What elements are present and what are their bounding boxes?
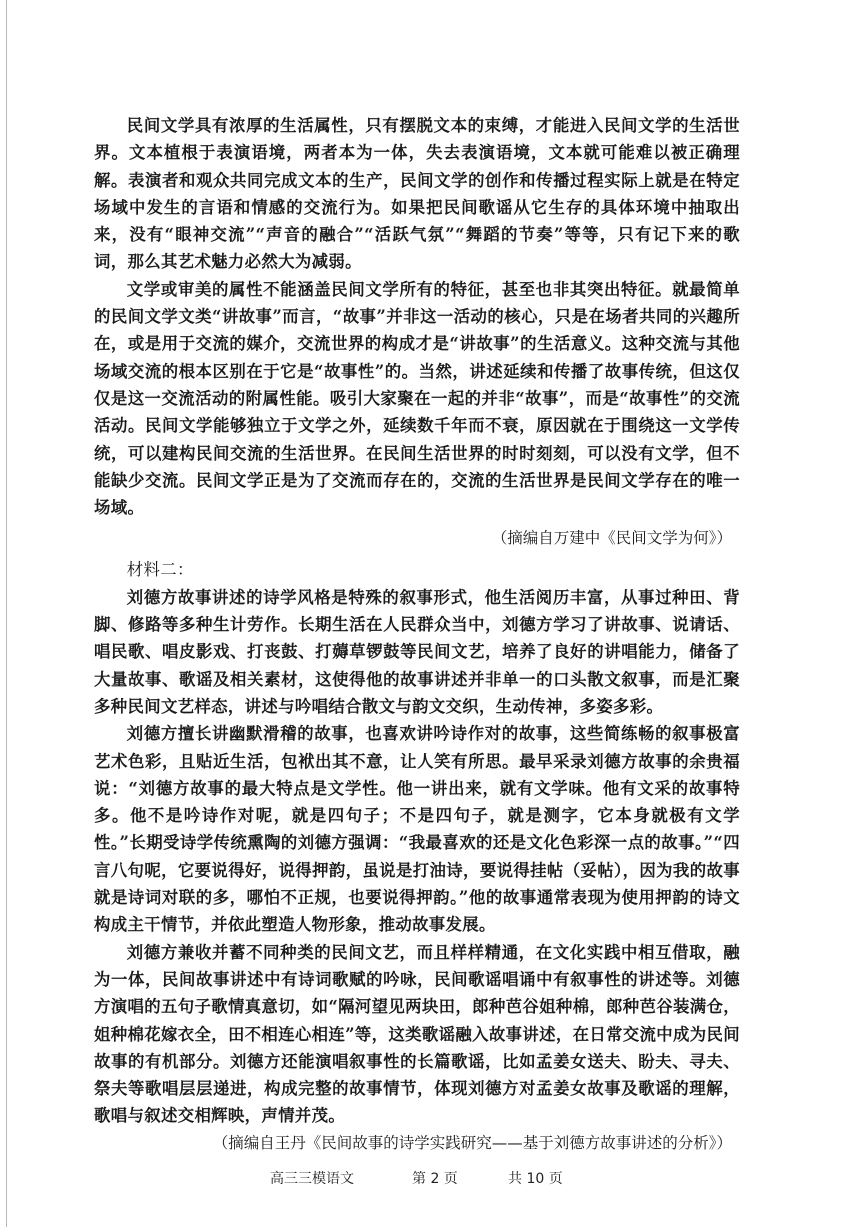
document-body — [94, 112, 740, 1161]
footer-subject: 高三三模语文 — [270, 1171, 354, 1187]
material1-paragraph-2: 文学或审美的属性不能涵盖民间文学所有的特征，甚至也非其突出特征。就最简单的民间文学文类“讲故事”而言，“故事”并非这一活动的核心，只是在场者共同的兴趣所在，或是用于交流的媒介，交流世界的构成才是“讲故事”的生活意义。这种交流与其他场域交流的根本区别在于它是“故事性”的。当然，讲述延续和传播了故事传统，但这仅仅是这一交流活动的附属性能。吸引大家聚在一起的并非“故事”，而是“故事性”的交流活动。民间文学能够独立于文学之外，延续数千年而不衰，原因就在于围绕这一文学传统，可以建构民间交流的生活世界。在民间生活世界的时时刻刻，可以没有文学，但不能缺少交流。民间文学正是为了交流而存在的，交流的生活世界是民间文学存在的唯一场域。 — [94, 279, 740, 518]
material1-paragraph-1: 民间文学具有浓厚的生活属性，只有摆脱文本的束缚，才能进入民间文学的生活世界。文本植根于表演语境，两者本为一体，失去表演语境，文本就可能难以被正确理解。表演者和观众共同完成文本的生产，民间文学的创作和传播过程实际上就是在特定场域中发生的言语和情感的交流行为。如果把民间歌谣从它生存的具体环境中抽取出来，没有“眼神交流”“声音的融合”“活跃气氛”“舞蹈的节奏”等等，只有记下来的歌词，那么其艺术魅力必然大为减弱。 — [94, 116, 740, 272]
material2-label: 材料二： — [126, 560, 194, 580]
material2-paragraph-2: 刘德方擅长讲幽默滑稽的故事，也喜欢讲吟诗作对的故事，这些简练畅的叙事极富艺术色彩，且贴近生活，包袱出其不意，让人笑有所思。最早采录刘德方故事的余贵福说：“刘德方故事的最大特点是文学性。他一讲出来，就有文学味。他有文采的故事特多。他不是吟诗作对呢，就是四句子；不是四句子，就是测字，它本身就极有文学性。”长期受诗学传统熏陶的刘德方强调：“我最喜欢的还是文化色彩深一点的故事。”“四言八句呢，它要说得好，说得押韵，虽说是打油诗，要说得挂帖（妥帖），因为我的故事就是诗词对联的多，哪怕不正规，也要说得押韵。”他的故事通常表现为使用押韵的诗文构成主干情节，并依此塑造人物形象，推动故事发展。 — [94, 724, 740, 935]
page-edge-line — [6, 0, 7, 1227]
material1-citation: （摘编自万建中《民间文学为何》） — [491, 529, 732, 548]
footer-total-pages: 共 10 页 — [508, 1171, 563, 1187]
material2-paragraph-3: 刘德方兼收并蓄不同种类的民间文艺，而且样样精通，在文化实践中相互借取，融为一体，民间故事讲述中有诗词歌赋的吟咏，民间歌谣唱诵中有叙事性的讲述等。刘德方演唱的五句子歌情真意切，如“隔河望见两块田，郎种芭谷姐种棉，郎种芭谷装满仓，姐种棉花嫁衣全，田不相连心相连”等，这类歌谣融入故事讲述，在日常交流中成为民间故事的有机部分。刘德方还能演唱叙事性的长篇歌谣，比如孟姜女送夫、盼夫、寻夫、祭夫等歌唱层层递进，构成完整的故事情节，体现刘德方对孟姜女故事及歌谣的理解，歌唱与叙述交相辉映，声情并茂。 — [94, 942, 740, 1126]
footer-page-number: 第 2 页 — [412, 1171, 458, 1187]
material2-citation: （摘编自王丹《民间故事的诗学实践研究——基于刘德方故事讲述的分析》） — [212, 1133, 732, 1152]
material2-paragraph-1: 刘德方故事讲述的诗学风格是特殊的叙事形式，他生活阅历丰富，从事过种田、背脚、修路等多种生计劳作。长期生活在人民群众当中，刘德方学习了讲故事、说请话、唱民歌、唱皮影戏、打丧鼓、打薅草锣鼓等民间文艺，培养了良好的讲唱能力，储备了大量故事、歌谣及相关素材，这使得他的故事讲述并非单一的口头散文叙事，而是汇聚多种民间文艺样态，讲述与吟唱结合散文与韵文交织，生动传神，多姿多彩。 — [94, 587, 740, 716]
